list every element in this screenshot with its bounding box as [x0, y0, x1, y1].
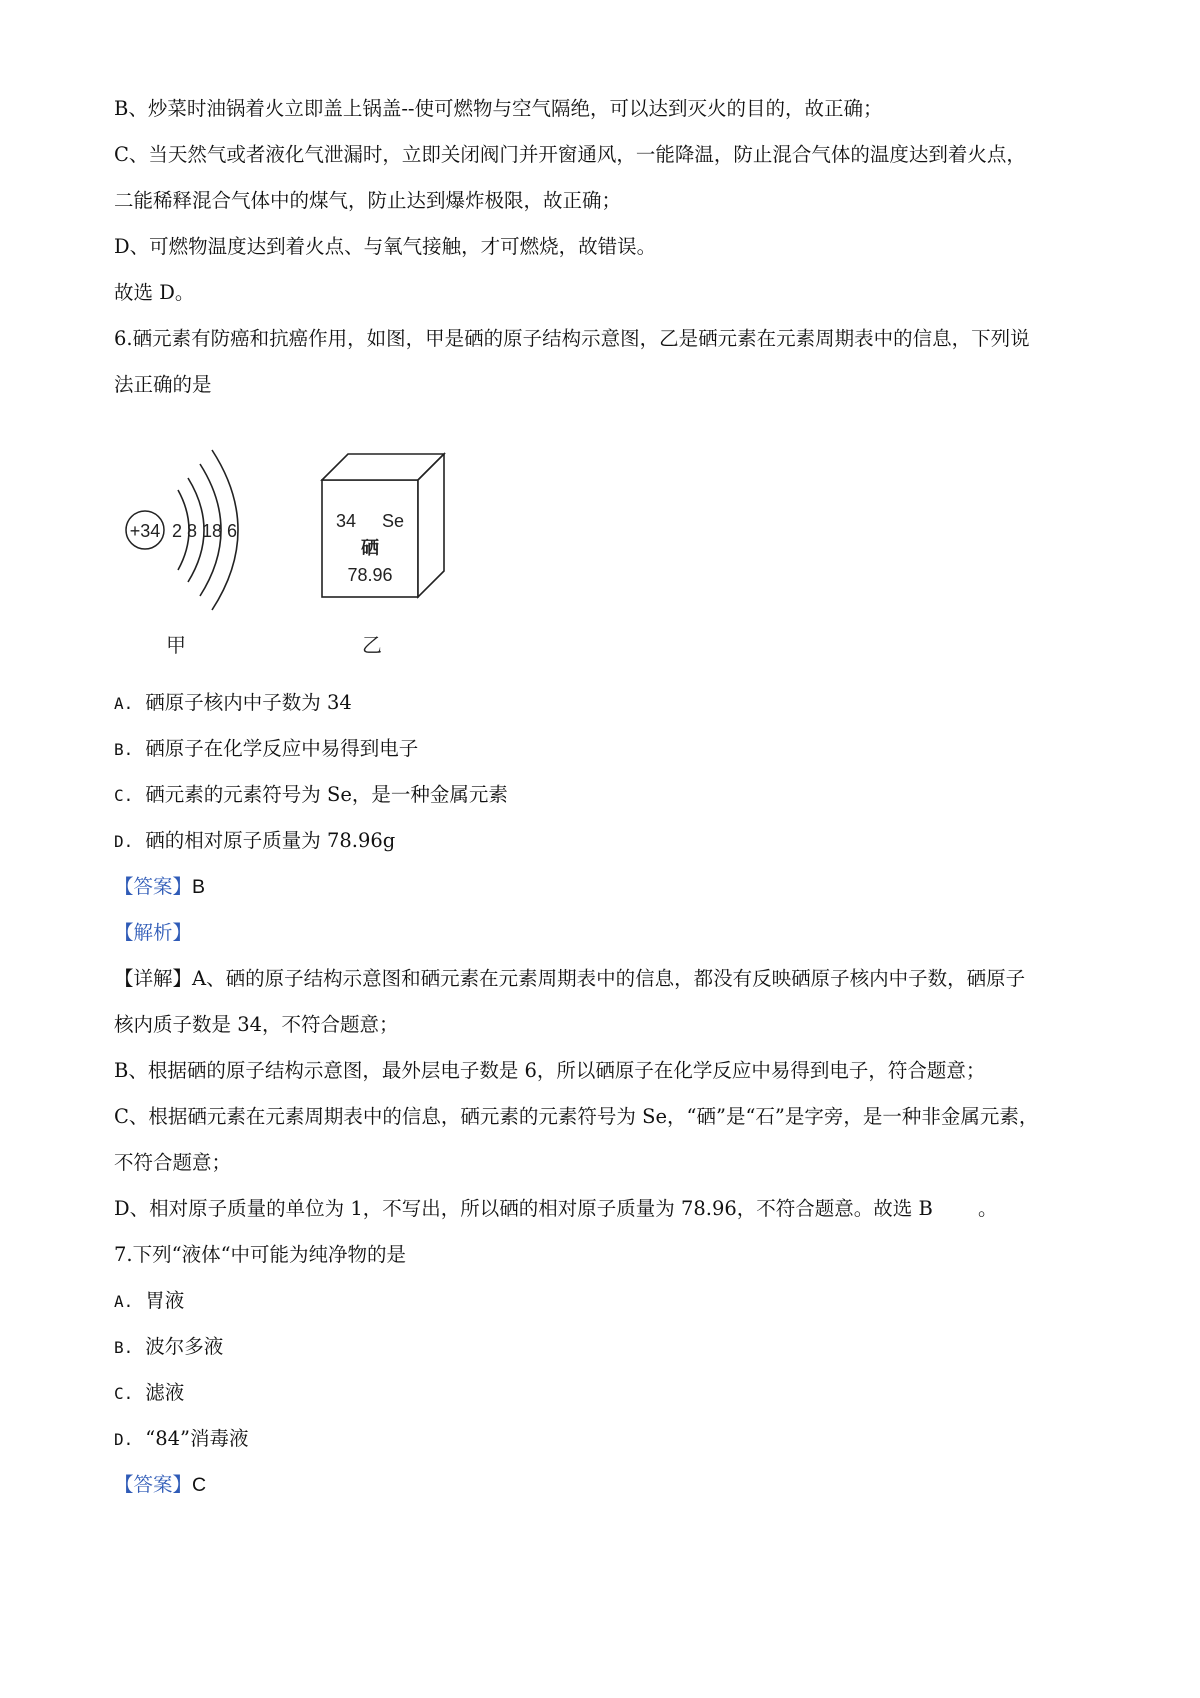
q7-option-b: B. 波尔多液	[114, 1335, 224, 1358]
text-line-c-cont: 二能稀释混合气体中的煤气，防止达到爆炸极限，故正确；	[114, 189, 622, 212]
periodic-table-cell	[322, 454, 444, 657]
q6-analysis-label: 【解析】	[114, 921, 193, 944]
q6-option-c: C. 硒元素的元素符号为 Se，是一种金属元素	[114, 783, 508, 806]
q7-option-d: D. “84”消毒液	[114, 1427, 249, 1450]
q7-answer: 【答案】C	[114, 1473, 207, 1496]
selenium-figure	[114, 438, 474, 663]
element-symbol: Se	[382, 511, 405, 531]
atomic-number: 34	[336, 511, 357, 531]
text-line-choice: 故选 D。	[114, 281, 195, 304]
text-line-b: B、炒菜时油锅着火立即盖上锅盖--使可燃物与空气隔绝，可以达到灭火的目的，故正确；	[114, 97, 883, 120]
q7-option-c: C. 滤液	[114, 1381, 185, 1404]
q6-option-b: B. 硒原子在化学反应中易得到电子	[114, 737, 419, 760]
text-line-c: C、当天然气或者液化气泄漏时，立即关闭阀门并开窗通风，一能降温，防止混合气体的温度达到着火点，	[114, 143, 1026, 166]
shell-electron-counts: 2 8 18 6	[172, 521, 238, 541]
nucleus-charge: +34	[129, 521, 161, 541]
q6-detail-line: C、根据硒元素在元素周期表中的信息，硒元素的元素符号为 Se，“硒”是“石”是字旁，是一种非金属元素，	[114, 1105, 1039, 1128]
q6-detail-line: 核内质子数是 34，不符合题意；	[114, 1013, 399, 1036]
atomic-mass: 78.96	[347, 565, 393, 585]
atom-structure-diagram	[126, 450, 238, 657]
q6-detail-line: 【详解】A、硒的原子结构示意图和硒元素在元素周期表中的信息，都没有反映硒原子核内中子数，硒原子	[114, 967, 1026, 990]
cube-side	[418, 454, 444, 597]
question-6-title: 6.硒元素有防癌和抗癌作用，如图，甲是硒的原子结构示意图，乙是硒元素在元素周期表中的信息，下列说	[114, 327, 1030, 350]
q6-detail-line: 不符合题意；	[114, 1151, 232, 1174]
label-yi: 乙	[362, 635, 382, 657]
label-jia: 甲	[166, 635, 186, 657]
q6-option-a: A. 硒原子核内中子数为 34	[114, 691, 352, 714]
q6-answer: 【答案】B	[114, 875, 206, 898]
question-7-title: 7.下列“液体“中可能为纯净物的是	[114, 1243, 407, 1266]
element-name: 硒	[361, 538, 379, 559]
q6-detail-line: B、根据硒的原子结构示意图，最外层电子数是 6，所以硒原子在化学反应中易得到电子，符合题意；	[114, 1059, 986, 1082]
text-line-d: D、可燃物温度达到着火点、与氧气接触，才可燃烧，故错误。	[114, 235, 657, 258]
q6-detail-line: D、相对原子质量的单位为 1，不写出，所以硒的相对原子质量为 78.96，不符合题意。故选 B 。	[114, 1197, 998, 1220]
q7-option-a: A. 胃液	[114, 1289, 185, 1312]
figure-svg	[114, 438, 474, 663]
q6-option-d: D. 硒的相对原子质量为 78.96g	[114, 829, 396, 852]
question-6-title-cont: 法正确的是	[114, 373, 212, 396]
